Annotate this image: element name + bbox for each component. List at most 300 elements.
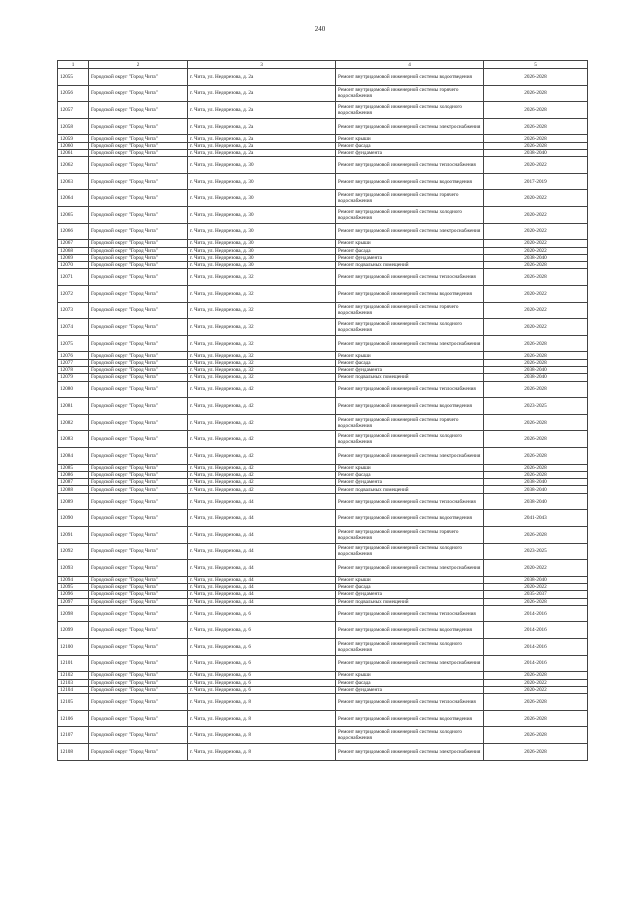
work-type-cell: Ремонт внутридомовой инженерной системы горячего водоснабжения — [336, 302, 484, 319]
address-cell: г. Чита, ул. Недорезова, д. 32 — [188, 269, 336, 286]
row-number: 12080 — [58, 381, 89, 398]
period-cell: 2038-2040 — [484, 493, 588, 510]
row-number: 12096 — [58, 591, 89, 598]
table-row — [58, 686, 588, 693]
address-cell: г. Чита, ул. Недорезова, д. 6 — [188, 679, 336, 686]
column-header: 1 — [58, 61, 89, 69]
address-cell: г. Чита, ул. Недорезова, д. 2а — [188, 142, 336, 149]
row-number: 12108 — [58, 743, 89, 760]
table-row — [58, 576, 588, 583]
period-cell: 2026-2028 — [484, 118, 588, 135]
work-type-cell: Ремонт внутридомовой инженерной системы горячего водоснабжения — [336, 190, 484, 207]
address-cell: г. Чита, ул. Недорезова, д. 42 — [188, 398, 336, 415]
period-cell: 2026-2028 — [484, 359, 588, 366]
work-type-cell: Ремонт внутридомовой инженерной системы холодного водоснабжения — [336, 431, 484, 448]
period-cell: 2020-2022 — [484, 247, 588, 254]
table-row — [58, 142, 588, 149]
work-type-cell: Ремонт крыши — [336, 672, 484, 679]
work-type-cell: Ремонт внутридомовой инженерной системы электроснабжения — [336, 118, 484, 135]
address-cell: г. Чита, ул. Недорезова, д. 44 — [188, 493, 336, 510]
period-cell: 2026-2028 — [484, 262, 588, 269]
address-cell: г. Чита, ул. Недорезова, д. 42 — [188, 479, 336, 486]
period-cell: 2026-2028 — [484, 598, 588, 605]
municipality-cell: Городской округ "Город Чита" — [89, 398, 188, 415]
work-type-cell: Ремонт внутридомовой инженерной системы водоотведения — [336, 622, 484, 639]
municipality-cell: Городской округ "Город Чита" — [89, 639, 188, 656]
work-type-cell: Ремонт фасада — [336, 471, 484, 478]
municipality-cell: Городской округ "Город Чита" — [89, 286, 188, 303]
work-type-cell: Ремонт крыши — [336, 240, 484, 247]
period-cell: 2014-2016 — [484, 605, 588, 622]
period-cell: 2026-2028 — [484, 269, 588, 286]
table-row — [58, 190, 588, 207]
work-type-cell: Ремонт внутридомовой инженерной системы теплоснабжения — [336, 605, 484, 622]
period-cell: 2038-2040 — [484, 366, 588, 373]
municipality-cell: Городской округ "Город Чита" — [89, 479, 188, 486]
table-row — [58, 359, 588, 366]
municipality-cell: Городской округ "Город Чита" — [89, 447, 188, 464]
address-cell: г. Чита, ул. Недорезова, д. 32 — [188, 374, 336, 381]
municipality-cell: Городской округ "Город Чита" — [89, 576, 188, 583]
row-number: 12090 — [58, 510, 89, 527]
period-cell: 2020-2022 — [484, 686, 588, 693]
table-row — [58, 727, 588, 744]
table-row — [58, 69, 588, 86]
municipality-cell: Городской округ "Город Чита" — [89, 262, 188, 269]
row-number: 12105 — [58, 694, 89, 711]
work-type-cell: Ремонт фасада — [336, 679, 484, 686]
address-cell: г. Чита, ул. Недорезова, д. 44 — [188, 584, 336, 591]
table-row — [58, 173, 588, 190]
address-cell: г. Чита, ул. Недорезова, д. 30 — [188, 207, 336, 224]
municipality-cell: Городской округ "Город Чита" — [89, 591, 188, 598]
row-number: 12099 — [58, 622, 89, 639]
column-header: 2 — [89, 61, 188, 69]
municipality-cell: Городской округ "Город Чита" — [89, 655, 188, 672]
work-type-cell: Ремонт внутридомовой инженерной системы электроснабжения — [336, 560, 484, 577]
address-cell: г. Чита, ул. Недорезова, д. 32 — [188, 302, 336, 319]
work-type-cell: Ремонт фундамента — [336, 149, 484, 156]
work-type-cell: Ремонт подвальных помещений — [336, 486, 484, 493]
work-type-cell: Ремонт внутридомовой инженерной системы теплоснабжения — [336, 493, 484, 510]
address-cell: г. Чита, ул. Недорезова, д. 8 — [188, 710, 336, 727]
row-number: 12064 — [58, 190, 89, 207]
address-cell: г. Чита, ул. Недорезова, д. 32 — [188, 335, 336, 352]
address-cell: г. Чита, ул. Недорезова, д. 44 — [188, 543, 336, 560]
row-number: 12103 — [58, 679, 89, 686]
table-row — [58, 543, 588, 560]
column-header: 3 — [188, 61, 336, 69]
table-row — [58, 302, 588, 319]
municipality-cell: Городской округ "Город Чита" — [89, 142, 188, 149]
address-cell: г. Чита, ул. Недорезова, д. 6 — [188, 655, 336, 672]
work-type-cell: Ремонт внутридомовой инженерной системы холодного водоснабжения — [336, 639, 484, 656]
table-row — [58, 679, 588, 686]
work-type-cell: Ремонт фасада — [336, 584, 484, 591]
period-cell: 2026-2028 — [484, 694, 588, 711]
table-row — [58, 655, 588, 672]
address-cell: г. Чита, ул. Недорезова, д. 42 — [188, 486, 336, 493]
municipality-cell: Городской округ "Город Чита" — [89, 381, 188, 398]
address-cell: г. Чита, ул. Недорезова, д. 42 — [188, 414, 336, 431]
work-type-cell: Ремонт внутридомовой инженерной системы водоотведения — [336, 398, 484, 415]
municipality-cell: Городской округ "Город Чита" — [89, 247, 188, 254]
address-cell: г. Чита, ул. Недорезова, д. 8 — [188, 743, 336, 760]
table-row — [58, 149, 588, 156]
address-cell: г. Чита, ул. Недорезова, д. 2а — [188, 135, 336, 142]
address-cell: г. Чита, ул. Недорезова, д. 32 — [188, 352, 336, 359]
table-row — [58, 598, 588, 605]
row-number: 12086 — [58, 471, 89, 478]
work-type-cell: Ремонт внутридомовой инженерной системы водоотведения — [336, 69, 484, 86]
address-cell: г. Чита, ул. Недорезова, д. 32 — [188, 366, 336, 373]
period-cell: 2023-2025 — [484, 398, 588, 415]
work-type-cell: Ремонт внутридомовой инженерной системы теплоснабжения — [336, 381, 484, 398]
municipality-cell: Городской округ "Город Чита" — [89, 605, 188, 622]
period-cell: 2026-2028 — [484, 69, 588, 86]
work-type-cell: Ремонт крыши — [336, 464, 484, 471]
row-number: 12066 — [58, 223, 89, 240]
table-row — [58, 335, 588, 352]
row-number: 12077 — [58, 359, 89, 366]
period-cell: 2023-2025 — [484, 543, 588, 560]
table-row — [58, 639, 588, 656]
municipality-cell: Городской округ "Город Чита" — [89, 694, 188, 711]
period-cell: 2038-2040 — [484, 576, 588, 583]
table-row — [58, 414, 588, 431]
page-number: 240 — [314, 25, 326, 33]
municipality-cell: Городской округ "Город Чита" — [89, 149, 188, 156]
work-type-cell: Ремонт фундамента — [336, 479, 484, 486]
row-number: 12087 — [58, 479, 89, 486]
table-row — [58, 254, 588, 261]
table-row — [58, 352, 588, 359]
repair-schedule-table — [57, 60, 588, 761]
work-type-cell: Ремонт внутридомовой инженерной системы водоотведения — [336, 710, 484, 727]
address-cell: г. Чита, ул. Недорезова, д. 44 — [188, 576, 336, 583]
address-cell: г. Чита, ул. Недорезова, д. 2а — [188, 149, 336, 156]
municipality-cell: Городской округ "Город Чита" — [89, 190, 188, 207]
row-number: 12073 — [58, 302, 89, 319]
municipality-cell: Городской округ "Город Чита" — [89, 207, 188, 224]
row-number: 12057 — [58, 102, 89, 119]
address-cell: г. Чита, ул. Недорезова, д. 42 — [188, 447, 336, 464]
address-cell: г. Чита, ул. Недорезова, д. 44 — [188, 591, 336, 598]
table-body — [58, 69, 588, 761]
row-number: 12083 — [58, 431, 89, 448]
municipality-cell: Городской округ "Город Чита" — [89, 679, 188, 686]
address-cell: г. Чита, ул. Недорезова, д. 6 — [188, 639, 336, 656]
period-cell: 2020-2022 — [484, 240, 588, 247]
period-cell: 2026-2028 — [484, 464, 588, 471]
work-type-cell: Ремонт фасада — [336, 142, 484, 149]
header-row — [58, 61, 588, 69]
address-cell: г. Чита, ул. Недорезова, д. 42 — [188, 471, 336, 478]
municipality-cell: Городской округ "Город Чита" — [89, 486, 188, 493]
municipality-cell: Городской округ "Город Чита" — [89, 254, 188, 261]
table-row — [58, 743, 588, 760]
row-number: 12094 — [58, 576, 89, 583]
row-number: 12085 — [58, 464, 89, 471]
work-type-cell: Ремонт внутридомовой инженерной системы холодного водоснабжения — [336, 207, 484, 224]
address-cell: г. Чита, ул. Недорезова, д. 6 — [188, 686, 336, 693]
table-row — [58, 510, 588, 527]
row-number: 12059 — [58, 135, 89, 142]
table-row — [58, 286, 588, 303]
row-number: 12056 — [58, 85, 89, 102]
period-cell: 2038-2040 — [484, 149, 588, 156]
row-number: 12058 — [58, 118, 89, 135]
address-cell: г. Чита, ул. Недорезова, д. 8 — [188, 727, 336, 744]
municipality-cell: Городской округ "Город Чита" — [89, 223, 188, 240]
municipality-cell: Городской округ "Город Чита" — [89, 302, 188, 319]
municipality-cell: Городской округ "Город Чита" — [89, 510, 188, 527]
address-cell: г. Чита, ул. Недорезова, д. 30 — [188, 247, 336, 254]
address-cell: г. Чита, ул. Недорезова, д. 6 — [188, 605, 336, 622]
municipality-cell: Городской округ "Город Чита" — [89, 414, 188, 431]
work-type-cell: Ремонт внутридомовой инженерной системы горячего водоснабжения — [336, 526, 484, 543]
address-cell: г. Чита, ул. Недорезова, д. 6 — [188, 672, 336, 679]
municipality-cell: Городской округ "Город Чита" — [89, 173, 188, 190]
work-type-cell: Ремонт внутридомовой инженерной системы водоотведения — [336, 286, 484, 303]
work-type-cell: Ремонт крыши — [336, 352, 484, 359]
period-cell: 2020-2022 — [484, 302, 588, 319]
period-cell: 2020-2022 — [484, 207, 588, 224]
work-type-cell: Ремонт внутридомовой инженерной системы горячего водоснабжения — [336, 85, 484, 102]
municipality-cell: Городской округ "Город Чита" — [89, 269, 188, 286]
row-number: 12092 — [58, 543, 89, 560]
table-row — [58, 381, 588, 398]
work-type-cell: Ремонт внутридомовой инженерной системы теплоснабжения — [336, 694, 484, 711]
table-row — [58, 240, 588, 247]
work-type-cell: Ремонт фундамента — [336, 591, 484, 598]
row-number: 12068 — [58, 247, 89, 254]
municipality-cell: Городской округ "Город Чита" — [89, 240, 188, 247]
row-number: 12067 — [58, 240, 89, 247]
municipality-cell: Городской округ "Город Чита" — [89, 743, 188, 760]
address-cell: г. Чита, ул. Недорезова, д. 44 — [188, 560, 336, 577]
table-row — [58, 247, 588, 254]
municipality-cell: Городской округ "Город Чита" — [89, 69, 188, 86]
table-row — [58, 118, 588, 135]
row-number: 12065 — [58, 207, 89, 224]
period-cell: 2020-2022 — [484, 679, 588, 686]
period-cell: 2026-2028 — [484, 727, 588, 744]
work-type-cell: Ремонт фундамента — [336, 686, 484, 693]
table-row — [58, 319, 588, 336]
table-row — [58, 447, 588, 464]
period-cell: 2014-2016 — [484, 622, 588, 639]
period-cell: 2026-2028 — [484, 672, 588, 679]
row-number: 12074 — [58, 319, 89, 336]
municipality-cell: Городской округ "Город Чита" — [89, 471, 188, 478]
work-type-cell: Ремонт внутридомовой инженерной системы водоотведения — [336, 173, 484, 190]
row-number: 12100 — [58, 639, 89, 656]
address-cell: г. Чита, ул. Недорезова, д. 2а — [188, 102, 336, 119]
work-type-cell: Ремонт внутридомовой инженерной системы теплоснабжения — [336, 269, 484, 286]
row-number: 12106 — [58, 710, 89, 727]
table-row — [58, 471, 588, 478]
row-number: 12088 — [58, 486, 89, 493]
table-row — [58, 591, 588, 598]
row-number: 12107 — [58, 727, 89, 744]
municipality-cell: Городской округ "Город Чита" — [89, 560, 188, 577]
address-cell: г. Чита, ул. Недорезова, д. 30 — [188, 157, 336, 174]
work-type-cell: Ремонт внутридомовой инженерной системы водоотведения — [336, 510, 484, 527]
period-cell: 2020-2022 — [484, 286, 588, 303]
table-row — [58, 479, 588, 486]
period-cell: 2026-2028 — [484, 85, 588, 102]
row-number: 12069 — [58, 254, 89, 261]
table-row — [58, 374, 588, 381]
work-type-cell: Ремонт внутридомовой инженерной системы электроснабжения — [336, 223, 484, 240]
period-cell: 2026-2028 — [484, 102, 588, 119]
work-type-cell: Ремонт крыши — [336, 135, 484, 142]
column-header: 4 — [336, 61, 484, 69]
period-cell: 2026-2028 — [484, 414, 588, 431]
table-row — [58, 710, 588, 727]
period-cell: 2014-2016 — [484, 639, 588, 656]
row-number: 12084 — [58, 447, 89, 464]
work-type-cell: Ремонт фасада — [336, 247, 484, 254]
period-cell: 2026-2028 — [484, 381, 588, 398]
address-cell: г. Чита, ул. Недорезова, д. 42 — [188, 464, 336, 471]
municipality-cell: Городской округ "Город Чита" — [89, 710, 188, 727]
table-row — [58, 526, 588, 543]
row-number: 12075 — [58, 335, 89, 352]
address-cell: г. Чита, ул. Недорезова, д. 30 — [188, 262, 336, 269]
municipality-cell: Городской округ "Город Чита" — [89, 431, 188, 448]
address-cell: г. Чита, ул. Недорезова, д. 30 — [188, 240, 336, 247]
address-cell: г. Чита, ул. Недорезова, д. 44 — [188, 526, 336, 543]
address-cell: г. Чита, ул. Недорезова, д. 32 — [188, 286, 336, 303]
row-number: 12081 — [58, 398, 89, 415]
work-type-cell: Ремонт внутридомовой инженерной системы электроснабжения — [336, 743, 484, 760]
address-cell: г. Чита, ул. Недорезова, д. 30 — [188, 190, 336, 207]
municipality-cell: Городской округ "Город Чита" — [89, 526, 188, 543]
municipality-cell: Городской округ "Город Чита" — [89, 727, 188, 744]
period-cell: 2026-2028 — [484, 471, 588, 478]
period-cell: 2026-2028 — [484, 526, 588, 543]
municipality-cell: Городской округ "Город Чита" — [89, 366, 188, 373]
address-cell: г. Чита, ул. Недорезова, д. 44 — [188, 598, 336, 605]
table-row — [58, 464, 588, 471]
work-type-cell: Ремонт внутридомовой инженерной системы электроснабжения — [336, 447, 484, 464]
address-cell: г. Чита, ул. Недорезова, д. 42 — [188, 381, 336, 398]
work-type-cell: Ремонт внутридомовой инженерной системы электроснабжения — [336, 655, 484, 672]
work-type-cell: Ремонт внутридомовой инженерной системы холодного водоснабжения — [336, 727, 484, 744]
table-row — [58, 102, 588, 119]
table-row — [58, 398, 588, 415]
row-number: 12098 — [58, 605, 89, 622]
period-cell: 2026-2028 — [484, 431, 588, 448]
period-cell: 2026-2028 — [484, 710, 588, 727]
period-cell: 2014-2016 — [484, 655, 588, 672]
work-type-cell: Ремонт фундамента — [336, 366, 484, 373]
municipality-cell: Городской округ "Город Чита" — [89, 102, 188, 119]
municipality-cell: Городской округ "Город Чита" — [89, 598, 188, 605]
table-row — [58, 560, 588, 577]
period-cell: 2020-2022 — [484, 223, 588, 240]
table-row — [58, 584, 588, 591]
period-cell: 2026-2028 — [484, 335, 588, 352]
period-cell: 2038-2040 — [484, 374, 588, 381]
row-number: 12055 — [58, 69, 89, 86]
address-cell: г. Чита, ул. Недорезова, д. 2а — [188, 69, 336, 86]
municipality-cell: Городской округ "Город Чита" — [89, 672, 188, 679]
municipality-cell: Городской округ "Город Чита" — [89, 118, 188, 135]
municipality-cell: Городской округ "Город Чита" — [89, 319, 188, 336]
work-type-cell: Ремонт крыши — [336, 576, 484, 583]
address-cell: г. Чита, ул. Недорезова, д. 30 — [188, 173, 336, 190]
address-cell: г. Чита, ул. Недорезова, д. 32 — [188, 319, 336, 336]
table-row — [58, 223, 588, 240]
work-type-cell: Ремонт подвальных помещений — [336, 262, 484, 269]
work-type-cell: Ремонт внутридомовой инженерной системы теплоснабжения — [336, 157, 484, 174]
table-row — [58, 135, 588, 142]
period-cell: 2020-2022 — [484, 560, 588, 577]
row-number: 12102 — [58, 672, 89, 679]
work-type-cell: Ремонт внутридомовой инженерной системы холодного водоснабжения — [336, 102, 484, 119]
table-row — [58, 486, 588, 493]
work-type-cell: Ремонт внутридомовой инженерной системы холодного водоснабжения — [336, 319, 484, 336]
period-cell: 2020-2022 — [484, 190, 588, 207]
municipality-cell: Городской округ "Город Чита" — [89, 543, 188, 560]
municipality-cell: Городской округ "Город Чита" — [89, 584, 188, 591]
work-type-cell: Ремонт внутридомовой инженерной системы холодного водоснабжения — [336, 543, 484, 560]
row-number: 12078 — [58, 366, 89, 373]
municipality-cell: Городской округ "Город Чита" — [89, 157, 188, 174]
address-cell: г. Чита, ул. Недорезова, д. 32 — [188, 359, 336, 366]
period-cell: 2020-2022 — [484, 319, 588, 336]
address-cell: г. Чита, ул. Недорезова, д. 44 — [188, 510, 336, 527]
table-row — [58, 207, 588, 224]
period-cell: 2035-2037 — [484, 591, 588, 598]
period-cell: 2026-2028 — [484, 447, 588, 464]
row-number: 12079 — [58, 374, 89, 381]
municipality-cell: Городской округ "Город Чита" — [89, 622, 188, 639]
municipality-cell: Городской округ "Город Чита" — [89, 359, 188, 366]
table-row — [58, 493, 588, 510]
period-cell: 2017-2019 — [484, 173, 588, 190]
table-row — [58, 622, 588, 639]
municipality-cell: Городской округ "Город Чита" — [89, 335, 188, 352]
table-row — [58, 262, 588, 269]
row-number: 12061 — [58, 149, 89, 156]
municipality-cell: Городской округ "Город Чита" — [89, 85, 188, 102]
row-number: 12071 — [58, 269, 89, 286]
period-cell: 2038-2040 — [484, 254, 588, 261]
address-cell: г. Чита, ул. Недорезова, д. 2а — [188, 85, 336, 102]
row-number: 12072 — [58, 286, 89, 303]
row-number: 12062 — [58, 157, 89, 174]
address-cell: г. Чита, ул. Недорезова, д. 2а — [188, 118, 336, 135]
row-number: 12091 — [58, 526, 89, 543]
row-number: 12101 — [58, 655, 89, 672]
row-number: 12104 — [58, 686, 89, 693]
period-cell: 2026-2028 — [484, 352, 588, 359]
period-cell: 2026-2028 — [484, 135, 588, 142]
row-number: 12097 — [58, 598, 89, 605]
table-row — [58, 672, 588, 679]
work-type-cell: Ремонт фасада — [336, 359, 484, 366]
address-cell: г. Чита, ул. Недорезова, д. 42 — [188, 431, 336, 448]
period-cell: 2038-2040 — [484, 479, 588, 486]
period-cell: 2041-2043 — [484, 510, 588, 527]
row-number: 12076 — [58, 352, 89, 359]
municipality-cell: Городской округ "Город Чита" — [89, 374, 188, 381]
address-cell: г. Чита, ул. Недорезова, д. 8 — [188, 694, 336, 711]
